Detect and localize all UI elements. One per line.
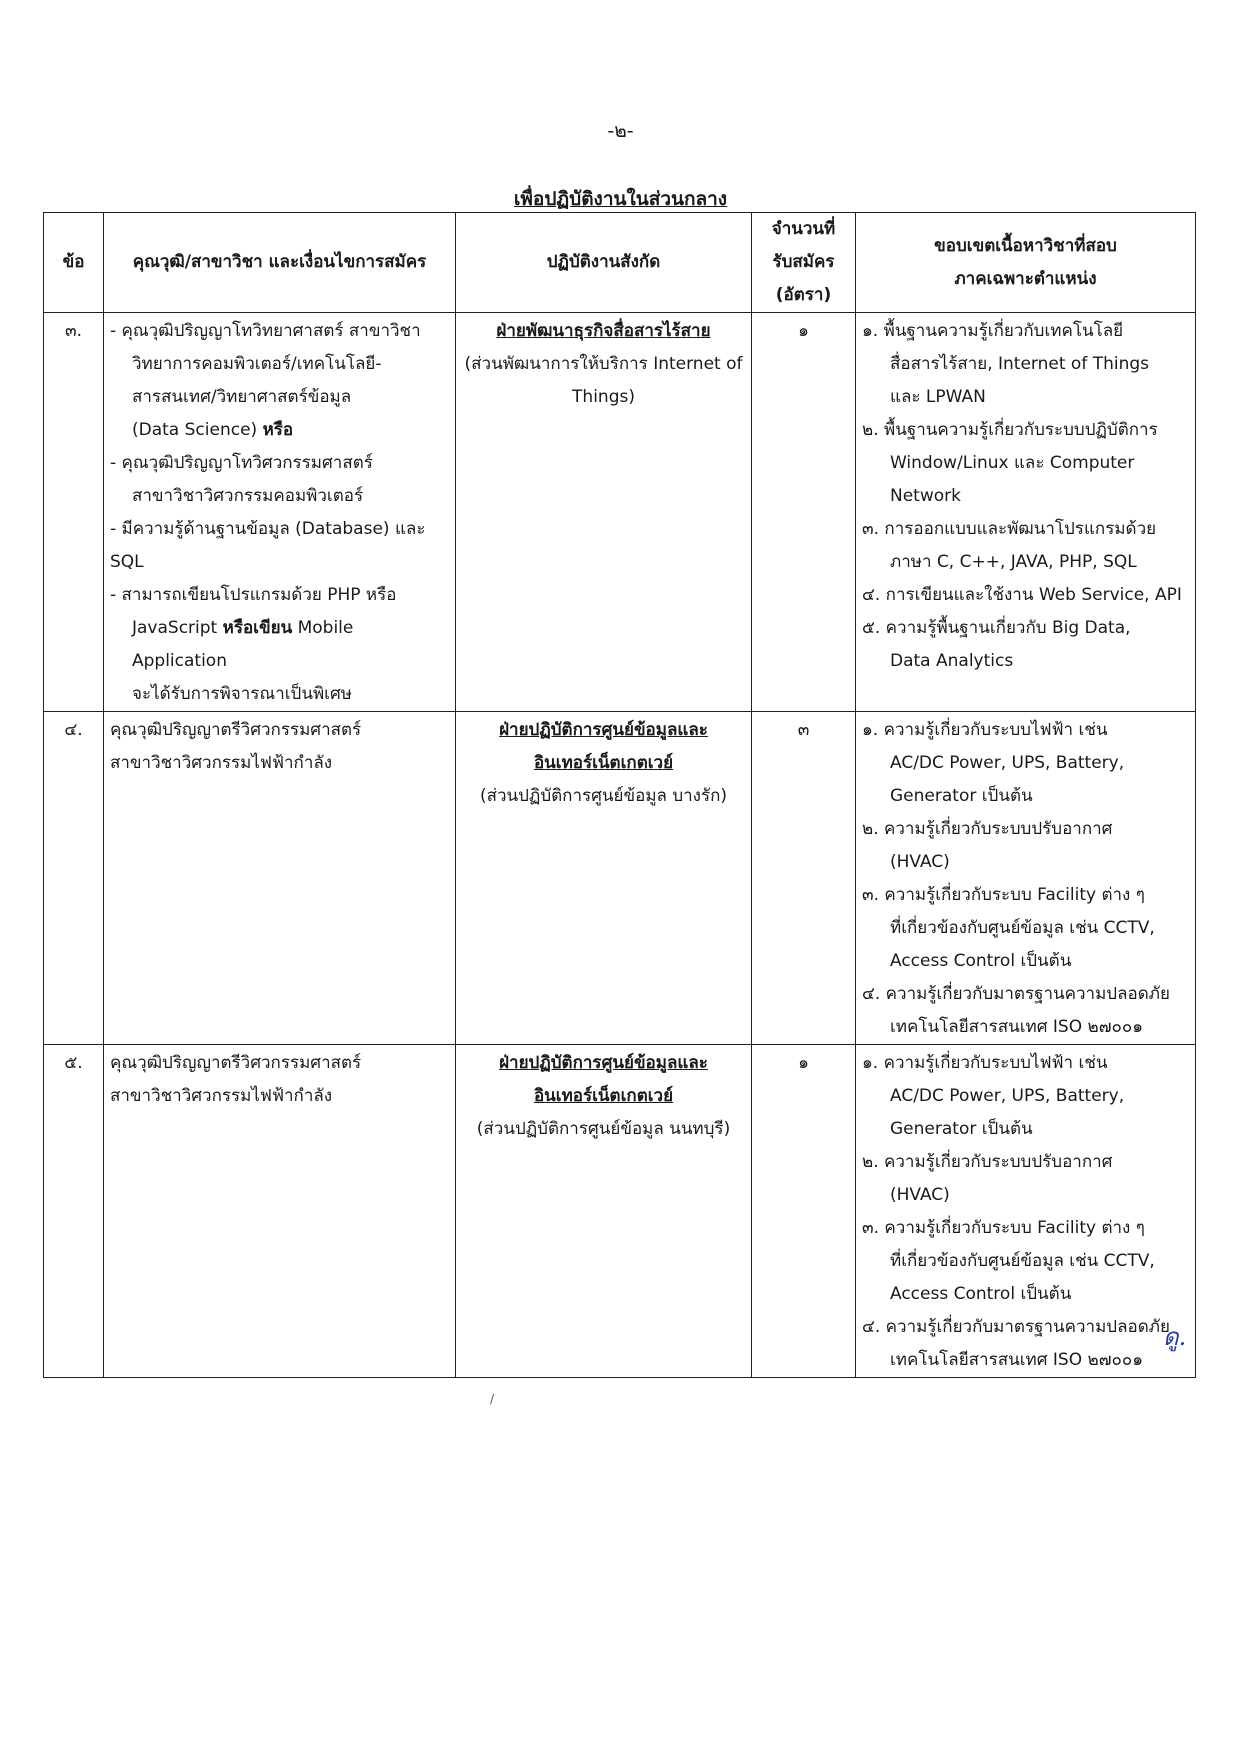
count-cell: ๑ [752, 1045, 856, 1378]
unit-main: ฝ่ายปฏิบัติการศูนย์ข้อมูลและ [499, 1053, 708, 1073]
scope-line: Generator เป็นต้น [890, 1119, 1033, 1139]
scope-line: ๒. ความรู้เกี่ยวกับระบบปรับอากาศ [862, 1152, 1113, 1172]
stray-mark: / [490, 1392, 495, 1406]
scope-line: AC/DC Power, UPS, Battery, [890, 1086, 1125, 1106]
scope-line: ๑. ความรู้เกี่ยวกับระบบไฟฟ้า เช่น [862, 1053, 1108, 1073]
qualification-cell [104, 712, 456, 1045]
unit-sub: (ส่วนปฏิบัติการศูนย์ข้อมูล บางรัก) [479, 786, 728, 806]
page-number: -๒- [607, 120, 634, 142]
qualification-line: จะได้รับการพิจารณาเป็นพิเศษ [132, 684, 352, 704]
count-cell: ๑ [752, 313, 856, 712]
header-qualification: คุณวุฒิ/สาขาวิชา และเงื่อนไขการสมัคร [104, 213, 456, 313]
handwritten-initials: ดู. [1163, 1323, 1187, 1351]
unit-main: อินเทอร์เน็ตเกตเวย์ [533, 1086, 674, 1106]
qualification-line: สาขาวิชาวิศวกรรมไฟฟ้ากำลัง [110, 753, 333, 773]
header-scope-line: ขอบเขตเนื้อหาวิชาที่สอบ [934, 235, 1117, 256]
scope-line: Generator เป็นต้น [890, 786, 1033, 806]
unit-main: อินเทอร์เน็ตเกตเวย์ [533, 753, 674, 773]
qualification-text: JavaScript [132, 618, 218, 638]
scope-line: ภาษา C, C++, JAVA, PHP, SQL [890, 552, 1137, 572]
qualification-line: - มีความรู้ด้านฐานข้อมูล (Database) และ SQL [110, 519, 426, 572]
scope-line: Access Control เป็นต้น [890, 951, 1072, 971]
qualification-line: - คุณวุฒิปริญญาโทวิทยาศาสตร์ สาขาวิชา [110, 321, 421, 341]
scope-line: ๔. ความรู้เกี่ยวกับมาตรฐานความปลอดภัย [862, 984, 1170, 1004]
scope-line: เทคโนโลยีสารสนเทศ ISO ๒๗๐๐๑ [890, 1017, 1144, 1037]
qualification-line: วิทยาการคอมพิวเตอร์/เทคโนโลยี- [132, 354, 382, 374]
scope-line: (HVAC) [890, 1185, 950, 1205]
qualification-text: (Data Science) [132, 420, 258, 440]
scope-line: (HVAC) [890, 852, 950, 872]
scope-line: เทคโนโลยีสารสนเทศ ISO ๒๗๐๐๑ [890, 1350, 1144, 1370]
scope-line: Network [890, 486, 961, 506]
unit-sub: (ส่วนปฏิบัติการศูนย์ข้อมูล นนทบุรี) [476, 1119, 731, 1139]
row-number: ๕. [44, 1045, 104, 1378]
scope-line: ๒. พื้นฐานความรู้เกี่ยวกับระบบปฏิบัติการ [862, 420, 1158, 440]
qualification-cell [104, 313, 456, 712]
qualification-line: สารสนเทศ/วิทยาศาสตร์ข้อมูล [132, 387, 352, 407]
header-count-line: รับสมัคร [772, 252, 835, 272]
unit-cell [456, 712, 752, 1045]
scope-line: ๓. ความรู้เกี่ยวกับระบบ Facility ต่าง ๆ [862, 885, 1145, 905]
count-cell: ๓ [752, 712, 856, 1045]
table-row [44, 1045, 1196, 1378]
unit-main: ฝ่ายปฏิบัติการศูนย์ข้อมูลและ [499, 720, 708, 740]
scope-line: ๓. การออกแบบและพัฒนาโปรแกรมด้วย [862, 519, 1157, 539]
scope-line: Window/Linux และ Computer [890, 453, 1135, 473]
scope-line: ๕. ความรู้พื้นฐานเกี่ยวกับ Big Data, [862, 618, 1131, 638]
scope-line: ๒. ความรู้เกี่ยวกับระบบปรับอากาศ [862, 819, 1113, 839]
qualification-text: Mobile Application [132, 618, 354, 671]
scope-line: ที่เกี่ยวข้องกับศูนย์ข้อมูล เช่น CCTV, [890, 918, 1155, 938]
row-number: ๓. [44, 313, 104, 712]
header-no: ข้อ [44, 213, 104, 313]
unit-sub: (ส่วนพัฒนาการให้บริการ Internet of Things) [464, 354, 743, 407]
qualification-line: คุณวุฒิปริญญาตรีวิศวกรรมศาสตร์ [110, 1053, 362, 1073]
qualification-or: หรือ [262, 420, 294, 440]
scope-line: ๑. ความรู้เกี่ยวกับระบบไฟฟ้า เช่น [862, 720, 1108, 740]
scope-cell [856, 313, 1196, 712]
scope-cell [856, 712, 1196, 1045]
scope-cell [856, 1045, 1196, 1378]
table-row [44, 313, 1196, 712]
header-scope-line: ภาคเฉพาะตำแหน่ง [954, 268, 1097, 289]
unit-cell [456, 313, 752, 712]
recruitment-table [43, 212, 1196, 1378]
table-row [44, 712, 1196, 1045]
section-title: เพื่อปฏิบัติงานในส่วนกลาง [513, 188, 728, 210]
header-count-line: จำนวนที่ [771, 219, 836, 239]
scope-line: ๑. พื้นฐานความรู้เกี่ยวกับเทคโนโลยี [862, 321, 1124, 341]
header-count-line: (อัตรา) [775, 285, 832, 305]
qualification-line [110, 414, 449, 447]
header-unit: ปฏิบัติงานสังกัด [456, 213, 752, 313]
qualification-line: สาขาวิชาวิศวกรรมไฟฟ้ากำลัง [110, 1086, 333, 1106]
row-number: ๔. [44, 712, 104, 1045]
header-count [752, 213, 856, 313]
qualification-line: คุณวุฒิปริญญาตรีวิศวกรรมศาสตร์ [110, 720, 362, 740]
scope-line: AC/DC Power, UPS, Battery, [890, 753, 1125, 773]
scope-line: ๓. ความรู้เกี่ยวกับระบบ Facility ต่าง ๆ [862, 1218, 1145, 1238]
scope-line: และ LPWAN [890, 387, 986, 407]
qualification-or: หรือเขียน [222, 618, 293, 638]
unit-cell [456, 1045, 752, 1378]
scope-line: ๔. ความรู้เกี่ยวกับมาตรฐานความปลอดภัย [862, 1317, 1170, 1337]
table-header-row [44, 213, 1196, 313]
scope-line: ที่เกี่ยวข้องกับศูนย์ข้อมูล เช่น CCTV, [890, 1251, 1155, 1271]
scope-line: สื่อสารไร้สาย, Internet of Things [890, 354, 1150, 374]
qualification-line: สาขาวิชาวิศวกรรมคอมพิวเตอร์ [132, 486, 364, 506]
unit-main: ฝ่ายพัฒนาธุรกิจสื่อสารไร้สาย [496, 321, 711, 341]
qualification-line [110, 612, 449, 678]
scope-line: Access Control เป็นต้น [890, 1284, 1072, 1304]
qualification-line: - สามารถเขียนโปรแกรมด้วย PHP หรือ [110, 585, 397, 605]
header-scope [856, 213, 1196, 313]
scope-line: Data Analytics [890, 651, 1014, 671]
qualification-cell [104, 1045, 456, 1378]
scope-line: ๔. การเขียนและใช้งาน Web Service, API [862, 585, 1182, 605]
qualification-line: - คุณวุฒิปริญญาโทวิศวกรรมศาสตร์ [110, 453, 373, 473]
